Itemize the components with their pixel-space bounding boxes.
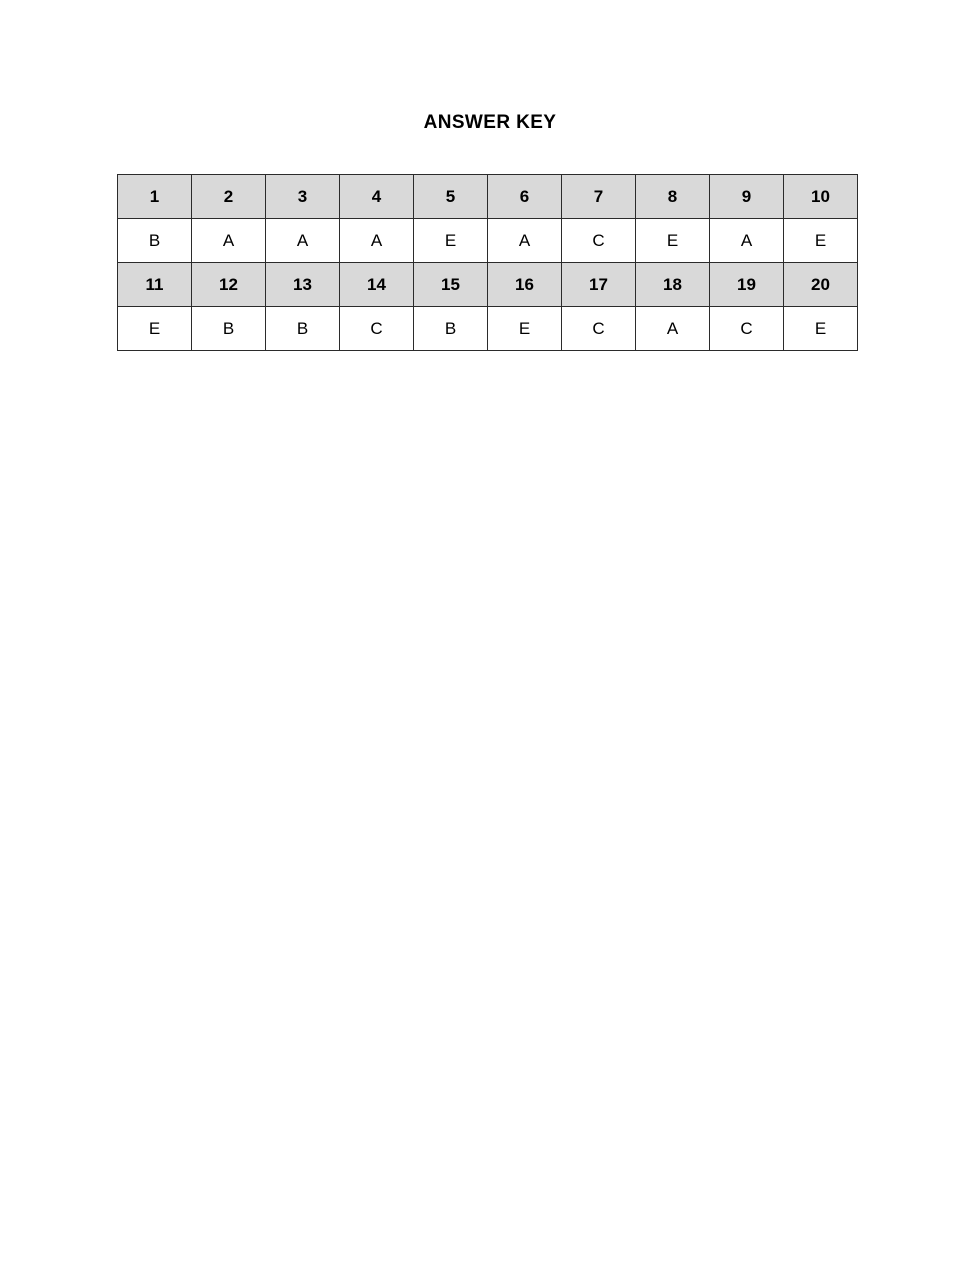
answer-cell: E	[784, 219, 858, 263]
question-number-cell: 2	[192, 175, 266, 219]
answer-cell: C	[340, 307, 414, 351]
answer-cell: A	[340, 219, 414, 263]
answer-cell: A	[266, 219, 340, 263]
answer-cell: E	[636, 219, 710, 263]
question-number-cell: 20	[784, 263, 858, 307]
question-number-cell: 17	[562, 263, 636, 307]
table-row	[118, 307, 858, 351]
table-row	[118, 175, 858, 219]
question-number-cell: 5	[414, 175, 488, 219]
question-number-cell: 19	[710, 263, 784, 307]
question-number-cell: 9	[710, 175, 784, 219]
answer-key-table	[117, 174, 858, 351]
table-row	[118, 219, 858, 263]
answer-cell: B	[118, 219, 192, 263]
answer-cell: E	[488, 307, 562, 351]
question-number-cell: 1	[118, 175, 192, 219]
question-number-cell: 14	[340, 263, 414, 307]
answer-cell: C	[710, 307, 784, 351]
question-number-cell: 8	[636, 175, 710, 219]
question-number-cell: 16	[488, 263, 562, 307]
page-title: ANSWER KEY	[423, 112, 557, 133]
table-row	[118, 263, 858, 307]
answer-cell: A	[192, 219, 266, 263]
answer-cell: E	[118, 307, 192, 351]
answer-cell: E	[784, 307, 858, 351]
question-number-cell: 12	[192, 263, 266, 307]
question-number-cell: 18	[636, 263, 710, 307]
answer-cell: E	[414, 219, 488, 263]
question-number-cell: 13	[266, 263, 340, 307]
question-number-cell: 10	[784, 175, 858, 219]
question-number-cell: 7	[562, 175, 636, 219]
question-number-cell: 3	[266, 175, 340, 219]
question-number-cell: 6	[488, 175, 562, 219]
question-number-cell: 4	[340, 175, 414, 219]
answer-cell: C	[562, 307, 636, 351]
question-number-cell: 11	[118, 263, 192, 307]
answer-cell: B	[192, 307, 266, 351]
answer-cell: A	[488, 219, 562, 263]
answer-cell: B	[414, 307, 488, 351]
answer-cell: A	[636, 307, 710, 351]
answer-cell: B	[266, 307, 340, 351]
answer-cell: C	[562, 219, 636, 263]
question-number-cell: 15	[414, 263, 488, 307]
answer-cell: A	[710, 219, 784, 263]
